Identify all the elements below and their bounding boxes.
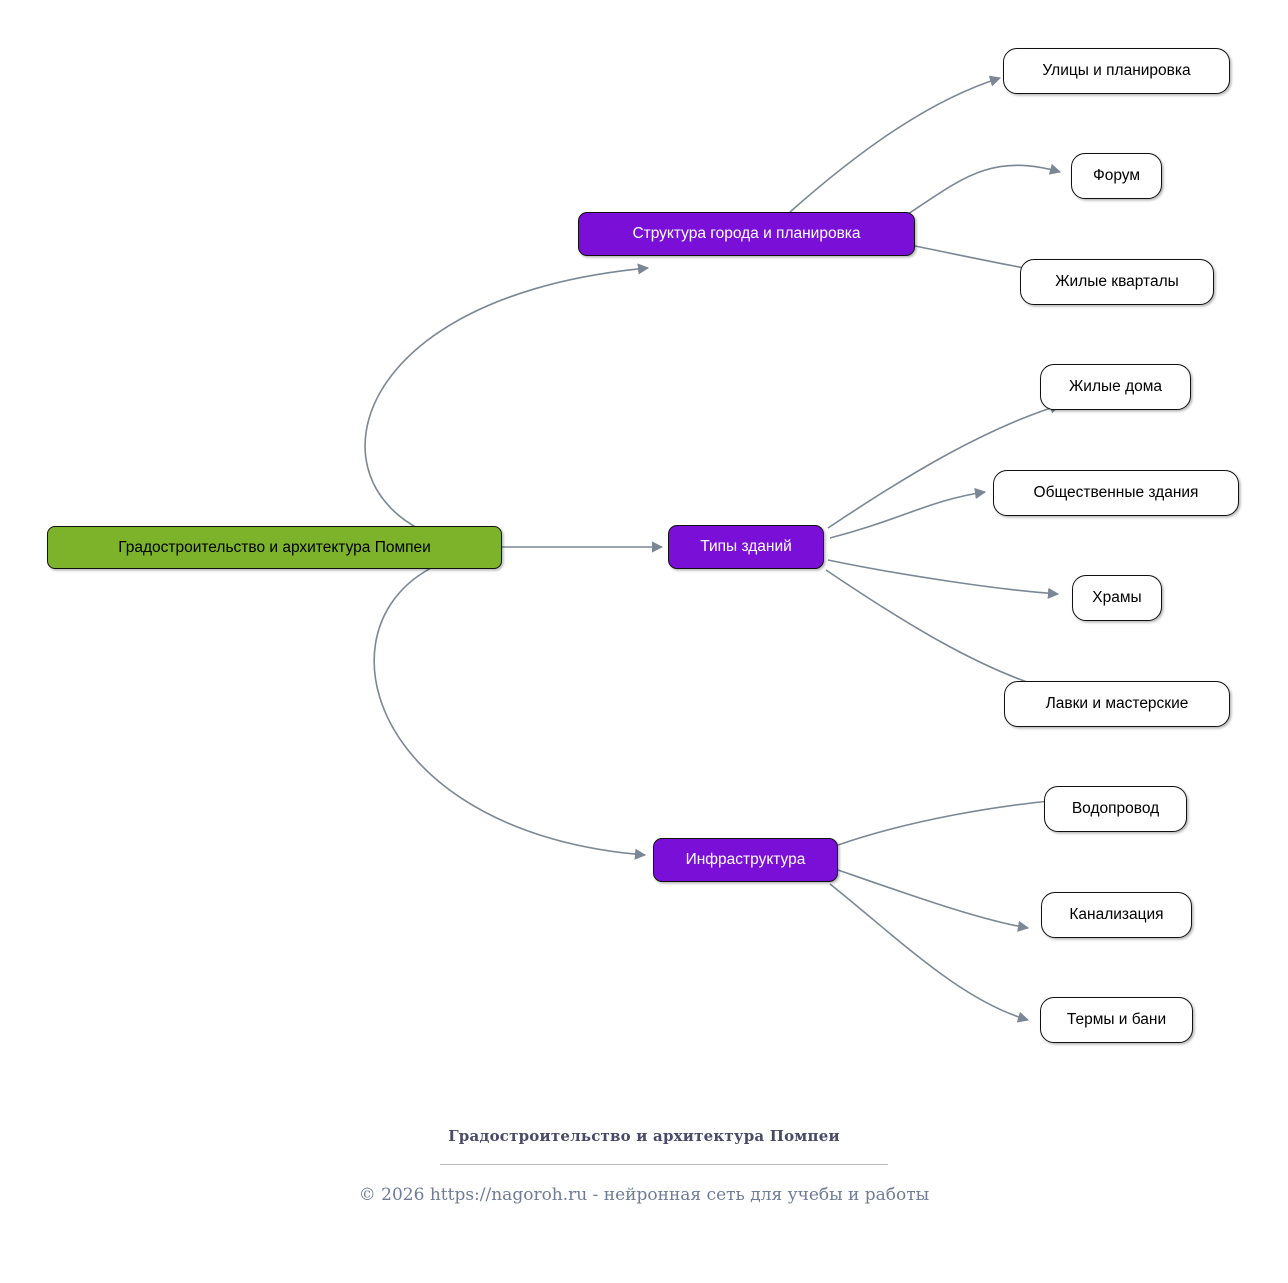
node-branch-structure[interactable]: [578, 212, 915, 256]
node-leaf-shops[interactable]: [1004, 681, 1230, 727]
edge-infra-baths: [830, 884, 1028, 1020]
node-leaf-baths[interactable]: [1040, 997, 1193, 1043]
edge-infra-water: [838, 800, 1062, 845]
node-leaf-sewer-label: Канализация: [1069, 906, 1164, 923]
footer-credit: © 2026 https://nagoroh.ru - нейронная сеть для учебы и работы: [358, 1185, 930, 1205]
node-leaf-streets-label: Улицы и планировка: [1042, 62, 1191, 79]
edge-structure-streets: [790, 78, 1000, 212]
edge-structure-forum: [905, 165, 1060, 216]
node-leaf-sewer[interactable]: [1041, 892, 1192, 938]
node-branch-infrastructure-label: Инфраструктура: [685, 851, 806, 868]
node-leaf-temples-label: Храмы: [1092, 589, 1142, 606]
node-leaf-forum-label: Форум: [1092, 167, 1141, 184]
edge-root-structure: [365, 268, 648, 547]
node-root[interactable]: [47, 526, 502, 569]
edge-types-shops: [826, 570, 1052, 690]
node-leaf-streets[interactable]: [1003, 48, 1230, 94]
node-branch-structure-label: Структура города и планировка: [632, 225, 861, 242]
node-branch-infrastructure[interactable]: [653, 838, 838, 882]
node-leaf-baths-label: Термы и бани: [1066, 1011, 1167, 1028]
node-leaf-public[interactable]: [993, 470, 1239, 516]
edge-root-infrastructure: [374, 550, 645, 855]
node-branch-building-types[interactable]: [668, 525, 824, 569]
edge-infra-sewer: [838, 870, 1028, 928]
node-leaf-forum[interactable]: [1071, 153, 1162, 199]
node-root-label: Градостроительство и архитектура Помпеи: [118, 538, 431, 556]
node-leaf-houses[interactable]: [1040, 364, 1191, 410]
node-leaf-temples[interactable]: [1072, 575, 1162, 621]
node-leaf-shops-label: Лавки и мастерские: [1045, 695, 1189, 712]
edge-types-public: [830, 492, 985, 538]
edge-types-temples: [828, 560, 1058, 594]
node-leaf-houses-label: Жилые дома: [1068, 378, 1163, 395]
node-branch-building-types-label: Типы зданий: [700, 538, 792, 555]
node-leaf-quarters-label: Жилые кварталы: [1055, 273, 1179, 290]
node-leaf-quarters[interactable]: [1020, 259, 1214, 305]
node-leaf-water-label: Водопровод: [1071, 800, 1160, 817]
node-leaf-public-label: Общественные здания: [1033, 484, 1199, 501]
footer-divider: [440, 1164, 888, 1165]
node-leaf-water[interactable]: [1044, 786, 1187, 832]
footer-title: Градостроительство и архитектура Помпеи: [448, 1127, 840, 1145]
